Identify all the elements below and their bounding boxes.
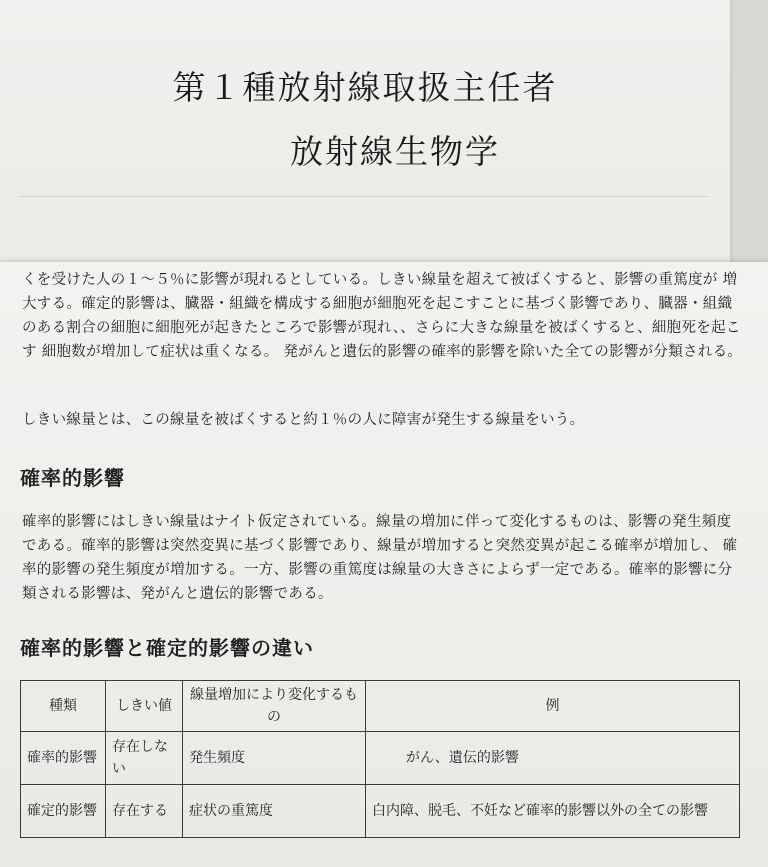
- heading-stochastic: 確率的影響: [20, 466, 125, 490]
- cell-threshold: 存在する: [106, 785, 183, 838]
- header-threshold: しきい値: [106, 681, 183, 732]
- header-type: 種類: [21, 681, 106, 732]
- cell-changes: 症状の重篤度: [183, 785, 366, 838]
- cell-changes: 発生頻度: [183, 732, 366, 785]
- paragraph-stochastic: 確率的影響にはしきい線量はナイト仮定されている。線量の増加に伴って変化するものは、影響の発生頻度である。確率的影響は突然変異に基づく影響であり、線量が増加すると突然変異が起こる確率が増加し、 確率的影響の発生頻度が増加する。一方、影響の重篤度は線量の大きさによらず一定である。確率的影響に分類される影響は、発がんと遺伝的影響である。: [22, 514, 738, 602]
- comparison-table: [20, 680, 740, 838]
- cover-page: [0, 0, 730, 300]
- cell-threshold: 存在しない: [106, 732, 183, 785]
- table-row: [21, 785, 740, 838]
- header-changes: 線量増加により変化するもの: [183, 681, 366, 732]
- heading-comparison: 確率的影響と確定的影響の違い: [20, 636, 314, 660]
- table-header-row: [21, 681, 740, 732]
- cell-type: 確定的影響: [21, 785, 106, 838]
- paragraph-threshold: しきい線量とは、この線量を被ばくすると約１％の人に障害が発生する線量をいう。: [22, 412, 585, 428]
- table-row: [21, 732, 740, 785]
- cover-subtitle: 放射線生物学: [290, 132, 500, 171]
- paragraph-deterministic: くを受けた人の１～５％に影響が現れるとしている。しきい線量を超えて被ばくすると、影響の重篤度が 増大する。確定的影響は、臓器・組織を構成する細胞が細胞死を起こすことに基づく影響であり、臓器・組織のある割合の細胞に細胞死が起きたところで影響が現れ、、さらに大きな線量を被ばくすると、細胞死を起こす 細胞数が増加して症状は重くなる。 発がんと遺伝的影響の確率的影響を除いた全ての影響が分類される。: [22, 272, 743, 360]
- cell-examples: がん、遺伝的影響: [366, 732, 740, 785]
- header-examples: 例: [366, 681, 740, 732]
- cell-examples: 白内障、脱毛、不妊など確率的影響以外の全ての影響: [366, 785, 740, 838]
- cell-type: 確率的影響: [21, 732, 106, 785]
- cover-title: 第１種放射線取扱主任者: [172, 68, 558, 107]
